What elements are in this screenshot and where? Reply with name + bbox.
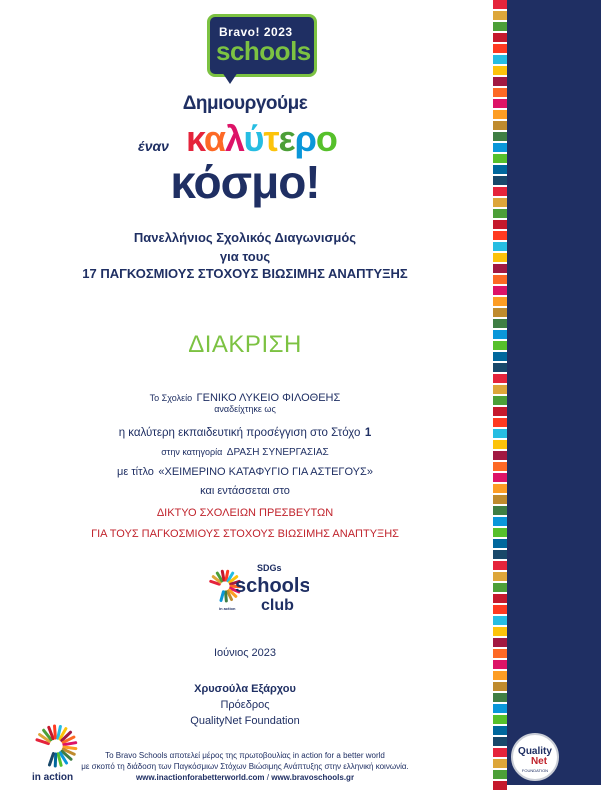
sdg-stripe-segment bbox=[493, 451, 507, 460]
sdg-stripe-segment bbox=[493, 154, 507, 163]
sdg-stripe-segment bbox=[493, 704, 507, 713]
school-name: ΓΕΝΙΚΟ ΛΥΚΕΙΟ ΦΙΛΟΘΕΗΣ bbox=[197, 392, 341, 404]
sdg-stripe-segment bbox=[493, 297, 507, 306]
slogan-colored-letter: α bbox=[204, 118, 225, 159]
club-sdgs-text: SDGs bbox=[257, 563, 282, 573]
sdg-stripe-segment bbox=[493, 110, 507, 119]
sdgs-schools-club-logo bbox=[209, 562, 309, 614]
sdg-stripe-segment bbox=[493, 484, 507, 493]
sdg-stripe-segment bbox=[493, 99, 507, 108]
sdg-stripe-segment bbox=[493, 440, 507, 449]
sdg-stripe-segment bbox=[493, 385, 507, 394]
sdg-stripe-segment bbox=[493, 770, 507, 779]
sdg-stripe-segment bbox=[493, 66, 507, 75]
sdg-stripe-segment bbox=[493, 352, 507, 361]
slogan-colored-letter: τ bbox=[263, 118, 278, 159]
sdg-stripe-segment bbox=[493, 198, 507, 207]
sdg-stripe-segment bbox=[493, 77, 507, 86]
competition-goals: 17 ΠΑΓΚΟΣΜΙΟΥΣ ΣΤΟΧΟΥΣ ΒΙΩΣΙΜΗΣ ΑΝΑΠΤΥΞΗΣ bbox=[0, 266, 490, 281]
signatory-name: Χρυσούλα Εξάρχου bbox=[0, 683, 490, 695]
sdg-stripe-segment bbox=[493, 550, 507, 559]
sdg-stripe-segment bbox=[493, 11, 507, 20]
qn-foundation-text: FOUNDATION bbox=[522, 768, 548, 773]
sdg-stripe-segment bbox=[493, 275, 507, 284]
sdg-stripe-segment bbox=[493, 737, 507, 746]
sdg-stripe-segment bbox=[493, 55, 507, 64]
slogan-line2-small: έναν bbox=[138, 138, 169, 154]
certificate-date: Ιούνιος 2023 bbox=[0, 647, 490, 659]
signatory-org: QualityNet Foundation bbox=[0, 715, 490, 727]
sdg-stripe-segment bbox=[493, 330, 507, 339]
sdg-wheel-spoke bbox=[64, 743, 76, 745]
slogan-colored-letter: λ bbox=[225, 118, 243, 159]
qn-net-text: Net bbox=[531, 756, 548, 767]
competition-subtitle: για τους bbox=[0, 249, 490, 264]
navy-sidebar bbox=[507, 0, 601, 785]
category-line bbox=[0, 442, 490, 460]
network-line1: ΔΙΚΤΥΟ ΣΧΟΛΕΙΩΝ ΠΡΕΣΒΕΥΤΩΝ bbox=[0, 507, 490, 519]
sdg-stripe-segment bbox=[493, 759, 507, 768]
slogan-colored-letter: ε bbox=[279, 118, 295, 159]
sdg-stripe-segment bbox=[493, 0, 507, 9]
bravoschools-website-link[interactable]: www.bravoschools.gr bbox=[271, 773, 354, 782]
inaction-website-link[interactable]: www.inactionforabetterworld.com bbox=[136, 773, 265, 782]
sdg-stripe-segment bbox=[493, 231, 507, 240]
footer-line2: με σκοπό τη διάδοση των Παγκόσμιων Στόχων Βιώσιμης Ανάπτυξης στην ελληνική κοινωνία. bbox=[0, 761, 490, 772]
sdg-stripe-segment bbox=[493, 605, 507, 614]
sdg-stripe-segment bbox=[493, 649, 507, 658]
sdg-stripe-segment bbox=[493, 44, 507, 53]
sdg-stripe-segment bbox=[493, 286, 507, 295]
footer bbox=[0, 750, 490, 783]
sdg-stripe-segment bbox=[493, 616, 507, 625]
sdg-stripe-segment bbox=[493, 583, 507, 592]
sdg-stripe-segment bbox=[493, 22, 507, 31]
sdg-stripe-segment bbox=[493, 363, 507, 372]
sdg-stripe-segment bbox=[493, 462, 507, 471]
category-prefix: στην κατηγορία bbox=[161, 447, 222, 457]
sdg-stripe-segment bbox=[493, 473, 507, 482]
sdg-stripe-segment bbox=[493, 374, 507, 383]
sdg-stripe-segment bbox=[493, 572, 507, 581]
sdg-color-stripe bbox=[493, 0, 507, 785]
title-prefix: με τίτλο bbox=[117, 466, 154, 478]
network-line2: ΓΙΑ ΤΟΥΣ ΠΑΓΚΟΣΜΙΟΥΣ ΣΤΟΧΟΥΣ ΒΙΩΣΙΜΗΣ ΑΝΑΠΤΥΞΗΣ bbox=[0, 528, 490, 540]
best-approach-line bbox=[0, 423, 490, 441]
sdg-stripe-segment bbox=[493, 715, 507, 724]
sdg-wheel-spoke bbox=[221, 592, 223, 601]
distinguished-text: αναδείχτηκε ως bbox=[0, 404, 490, 414]
sdg-wheel-spoke bbox=[55, 726, 56, 738]
sdg-stripe-segment bbox=[493, 429, 507, 438]
slogan-line1: Δημιουργούμε bbox=[0, 93, 490, 115]
sdg-stripe-segment bbox=[493, 671, 507, 680]
sdg-wheel-icon bbox=[209, 562, 309, 614]
sdg-stripe-segment bbox=[493, 627, 507, 636]
sdg-stripe-segment bbox=[493, 682, 507, 691]
footer-link-separator: / bbox=[265, 773, 272, 782]
sdg-stripe-segment bbox=[493, 209, 507, 218]
sdg-stripe-segment bbox=[493, 693, 507, 702]
sdg-stripe-segment bbox=[493, 176, 507, 185]
sdg-stripe-segment bbox=[493, 407, 507, 416]
inaction-label: in action bbox=[32, 772, 73, 782]
goal-number: 1 bbox=[365, 427, 371, 439]
bravo-year-label: Bravo! 2023 bbox=[219, 25, 309, 39]
slogan-colored-letter: ο bbox=[316, 118, 337, 159]
qualitynet-badge-icon bbox=[510, 732, 560, 782]
sdg-stripe-segment bbox=[493, 561, 507, 570]
included-text: και εντάσσεται στο bbox=[0, 485, 490, 497]
sdg-wheel-spoke bbox=[226, 571, 228, 580]
sdg-stripe-segment bbox=[493, 396, 507, 405]
sdg-stripe-segment bbox=[493, 418, 507, 427]
sdg-stripe-segment bbox=[493, 341, 507, 350]
footer-line1: Το Bravo Schools αποτελεί μέρος της πρωτοβουλίας in action for a better world bbox=[0, 750, 490, 761]
project-title: «ΧΕΙΜΕΡΙΝΟ ΚΑΤΑΦΥΓΙΟ ΓΙΑ ΑΣΤΕΓΟΥΣ» bbox=[158, 466, 373, 478]
sdg-stripe-segment bbox=[493, 187, 507, 196]
signatory-role: Πρόεδρος bbox=[0, 699, 490, 711]
sdg-wheel-spoke bbox=[64, 747, 76, 749]
sdg-stripe-segment bbox=[493, 528, 507, 537]
sdg-stripe-segment bbox=[493, 506, 507, 515]
sdg-stripe-segment bbox=[493, 781, 507, 790]
sdg-stripe-segment bbox=[493, 660, 507, 669]
slogan-colored-letter: ρ bbox=[295, 118, 316, 159]
sdg-stripe-segment bbox=[493, 33, 507, 42]
sdg-stripe-segment bbox=[493, 539, 507, 548]
sdg-wheel-spoke bbox=[226, 592, 227, 601]
club-schools-text: schools bbox=[235, 575, 309, 597]
sdg-stripe-segment bbox=[493, 165, 507, 174]
sdg-stripe-segment bbox=[493, 220, 507, 229]
sdg-wheel-spoke bbox=[222, 571, 224, 580]
sdg-stripe-segment bbox=[493, 517, 507, 526]
sdg-stripe-segment bbox=[493, 308, 507, 317]
sdg-stripe-segment bbox=[493, 495, 507, 504]
school-prefix: Το Σχολείο bbox=[150, 393, 192, 403]
footer-links bbox=[0, 772, 490, 783]
competition-title: Πανελλήνιος Σχολικός Διαγωνισμός bbox=[0, 230, 490, 245]
club-club-text: club bbox=[261, 597, 294, 614]
sdg-stripe-segment bbox=[493, 594, 507, 603]
bravo-schools-word: schools bbox=[216, 36, 312, 67]
category-name: ΔΡΑΣΗ ΣΥΝΕΡΓΑΣΙΑΣ bbox=[227, 447, 329, 458]
sdg-stripe-segment bbox=[493, 242, 507, 251]
slogan-line2-colorful bbox=[186, 118, 337, 160]
sdg-stripe-segment bbox=[493, 121, 507, 130]
qualitynet-foundation-logo bbox=[510, 732, 560, 782]
slogan-colored-letter: ύ bbox=[244, 118, 264, 159]
best-approach-text: η καλύτερη εκπαιδευτική προσέγγιση στο Στόχο bbox=[119, 427, 361, 439]
slogan-line3: κόσμο! bbox=[0, 155, 490, 209]
sdg-stripe-segment bbox=[493, 143, 507, 152]
qn-quality-text: Quality bbox=[518, 746, 552, 757]
title-line bbox=[0, 462, 490, 480]
sdg-stripe-segment bbox=[493, 253, 507, 262]
sdg-stripe-segment bbox=[493, 88, 507, 97]
sdg-stripe-segment bbox=[493, 638, 507, 647]
sdg-stripe-segment bbox=[493, 748, 507, 757]
sdg-stripe-segment bbox=[493, 132, 507, 141]
club-inaction-text: in action bbox=[219, 606, 236, 611]
bravo-bubble-tail bbox=[222, 72, 238, 84]
sdg-stripe-segment bbox=[493, 726, 507, 735]
sdg-stripe-segment bbox=[493, 264, 507, 273]
sdg-stripe-segment bbox=[493, 319, 507, 328]
slogan-colored-letter: κ bbox=[186, 118, 204, 159]
award-title: ΔΙΑΚΡΙΣΗ bbox=[0, 331, 490, 359]
